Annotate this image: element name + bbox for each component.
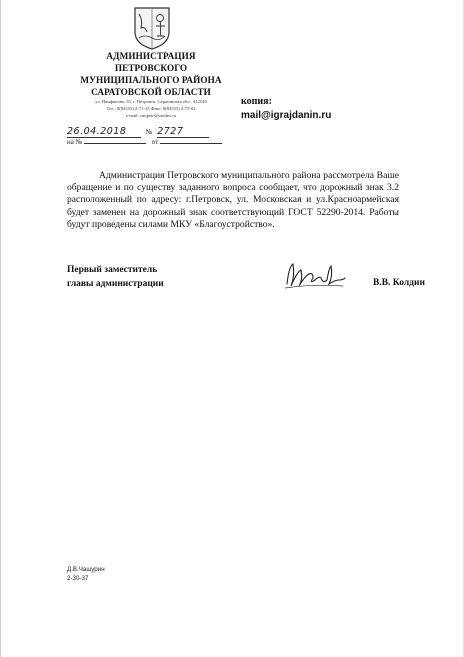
address-line: Тел.: 8(84555) 2-71-33 Факс: 8(84555) 2-75-02 bbox=[106, 106, 196, 111]
organization-name bbox=[41, 50, 261, 98]
org-line: САРАТОВСКОЙ ОБЛАСТИ bbox=[91, 87, 211, 97]
registration-date: 26.04.2018 bbox=[67, 126, 141, 138]
position-line: главы администрации bbox=[67, 279, 164, 289]
executor-phone: 2-30-37 bbox=[67, 575, 89, 582]
executor-info bbox=[67, 565, 105, 583]
signer-name: В.В. Колдин bbox=[373, 278, 425, 288]
org-line: ПЕТРОВСКОГО bbox=[114, 63, 188, 73]
na-label: на № bbox=[67, 138, 83, 146]
address-line: e-mail: cnopetr@yandex.ru bbox=[125, 113, 177, 118]
ot-field bbox=[160, 143, 222, 144]
position-line: Первый заместитель bbox=[67, 265, 158, 275]
address-line: ул. Панфилова, 55, г. Петровск, Саратовская обл., 412540 bbox=[95, 99, 207, 104]
ot-label: от bbox=[151, 138, 159, 146]
organization-address bbox=[41, 98, 261, 119]
coat-of-arms-icon bbox=[133, 6, 171, 50]
copy-label: копия: bbox=[241, 96, 272, 107]
registration-number: 2727 bbox=[157, 126, 209, 138]
number-label: № bbox=[145, 128, 153, 136]
org-line: МУНИЦИПАЛЬНОГО РАЙОНА bbox=[80, 75, 222, 85]
copy-email: mail@igrajdanin.ru bbox=[241, 110, 332, 121]
body-paragraph: Администрация Петровского муниципального района рассмотрела Ваше обращение и по существу заданного вопроса сообщает, что дорожный знак 3.2 расположенный по адресу: г.Петровск, ул. Московская и ул.Красноармейская будет заменен на дорожный знак соответствующий ГОСТ 52290-2014. Работы будут проведены силами МКУ «Благоустройство». bbox=[67, 170, 399, 230]
handwritten-signature-icon bbox=[283, 258, 349, 292]
signer-position bbox=[67, 263, 164, 291]
org-line: АДМИНИСТРАЦИЯ bbox=[106, 51, 196, 61]
executor-name: Д.В.Чашурин bbox=[67, 566, 105, 573]
reference-row bbox=[67, 138, 222, 146]
na-field bbox=[84, 143, 146, 144]
letter-body bbox=[67, 170, 399, 231]
